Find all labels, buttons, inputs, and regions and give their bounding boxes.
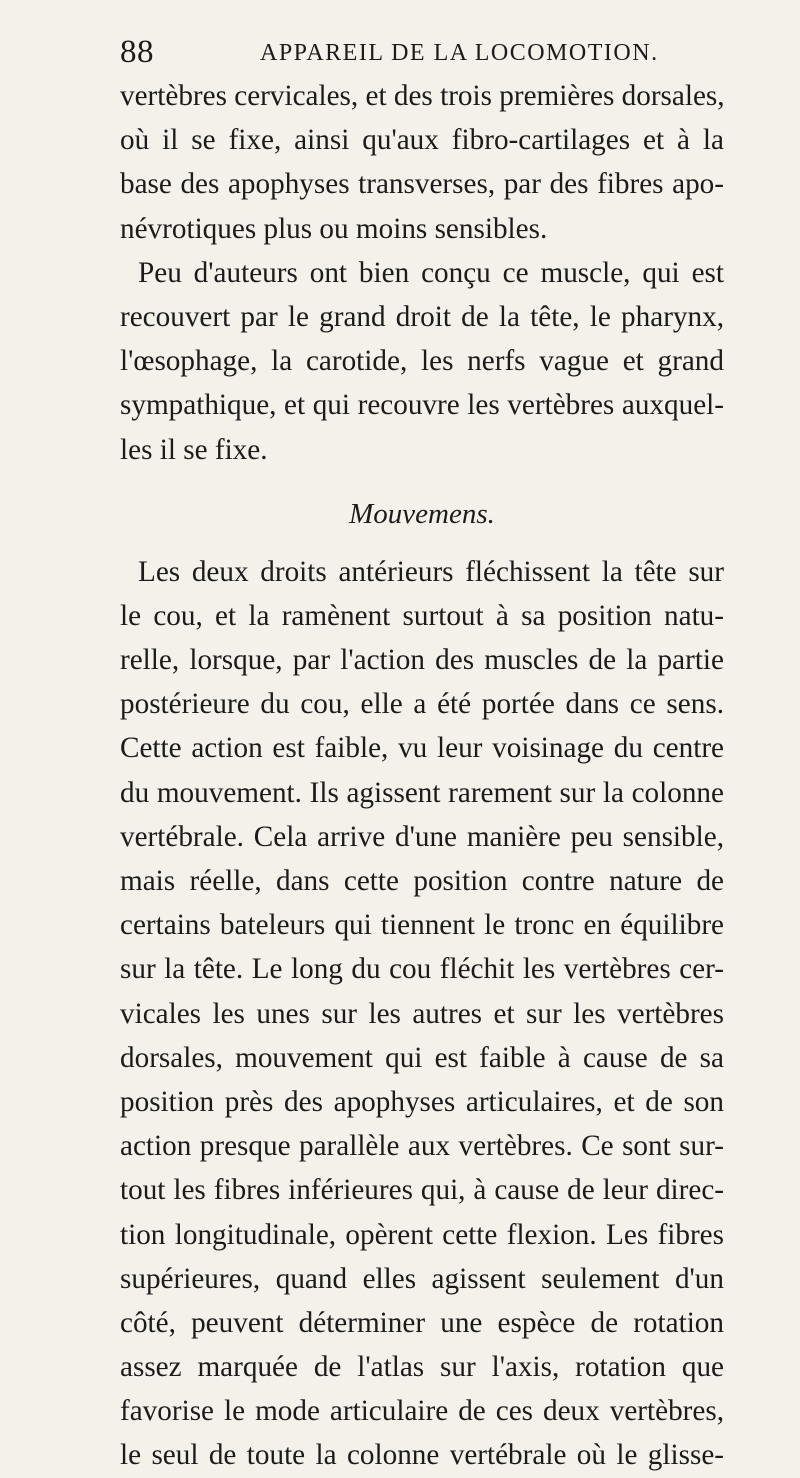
page-number: 88 <box>120 34 154 70</box>
text-line: supérieures, quand elles agissent seulement d'un <box>120 1262 724 1295</box>
text-line: mais réelle, dans cette position contre nature de <box>120 865 724 897</box>
text-line: Peu d'auteurs ont bien conçu ce muscle, qui est <box>138 256 724 289</box>
running-head: APPAREIL DE LA LOCOMOTION. <box>260 40 659 66</box>
text-line: névrotiques plus ou moins sensibles. <box>120 212 548 245</box>
text-line: sympathique, et qui recouvre les vertèbres auxquel- <box>120 389 724 422</box>
body-text <box>120 74 724 1478</box>
text-line: action presque parallèle aux vertèbres. Ce sont sur- <box>120 1130 724 1163</box>
text-line: du mouvement. Ils agissent rarement sur la colonne <box>120 776 724 809</box>
page-header <box>120 34 720 74</box>
text-line: vertébrale. Cela arrive d'une manière peu sensible, <box>120 820 724 853</box>
text-line: tion longitudinale, opèrent cette flexion. Les fibres <box>120 1218 724 1251</box>
text-line: base des apophyses transverses, par des fibres apo- <box>120 168 724 201</box>
paragraph-3 <box>120 550 724 1478</box>
text-line: le cou, et la ramènent surtout à sa position natu- <box>120 599 724 632</box>
text-line: l'œsophage, la carotide, les nerfs vague et grand <box>120 345 724 378</box>
text-line: les il se fixe. <box>120 433 268 466</box>
text-line: relle, lorsque, par l'action des muscles de la partie <box>120 644 724 677</box>
text-line: vertèbres cervicales, et des trois premières dorsales, <box>120 80 725 112</box>
text-line: postérieure du cou, elle a été portée dans ce sens. <box>120 688 724 721</box>
text-line: côté, peuvent déterminer une espèce de rotation <box>120 1306 724 1339</box>
text-line: recouvert par le grand droit de la tête, le pharynx, <box>120 300 724 333</box>
paragraph-1 <box>120 74 724 251</box>
text-line: Cette action est faible, vu leur voisinage du centre <box>120 732 724 765</box>
text-line: sur la tête. Le long du cou fléchit les vertèbres cer- <box>120 953 724 986</box>
text-line: vicales les unes sur les autres et sur les vertèbres <box>120 997 724 1030</box>
paragraph-2 <box>120 251 724 472</box>
text-line: favorise le mode articulaire de ces deux vertèbres, <box>120 1395 724 1428</box>
text-line: certains bateleurs qui tiennent le tronc en équilibre <box>120 909 724 942</box>
text-line: Les deux droits antérieurs fléchissent la tête sur <box>138 555 724 588</box>
text-line: où il se fixe, ainsi qu'aux fibro-cartilages et à la <box>120 124 724 157</box>
text-line: tout les fibres inférieures qui, à cause de leur direc- <box>120 1174 724 1207</box>
text-line: dorsales, mouvement qui est faible à cause de sa <box>120 1041 724 1074</box>
text-line: le seul de toute la colonne vertébrale où le glisse- <box>120 1439 724 1472</box>
text-line: assez marquée de l'atlas sur l'axis, rotation que <box>120 1351 724 1384</box>
section-title: Mouvemens. <box>349 497 495 530</box>
text-line: position près des apophyses articulaires, et de son <box>120 1085 724 1118</box>
